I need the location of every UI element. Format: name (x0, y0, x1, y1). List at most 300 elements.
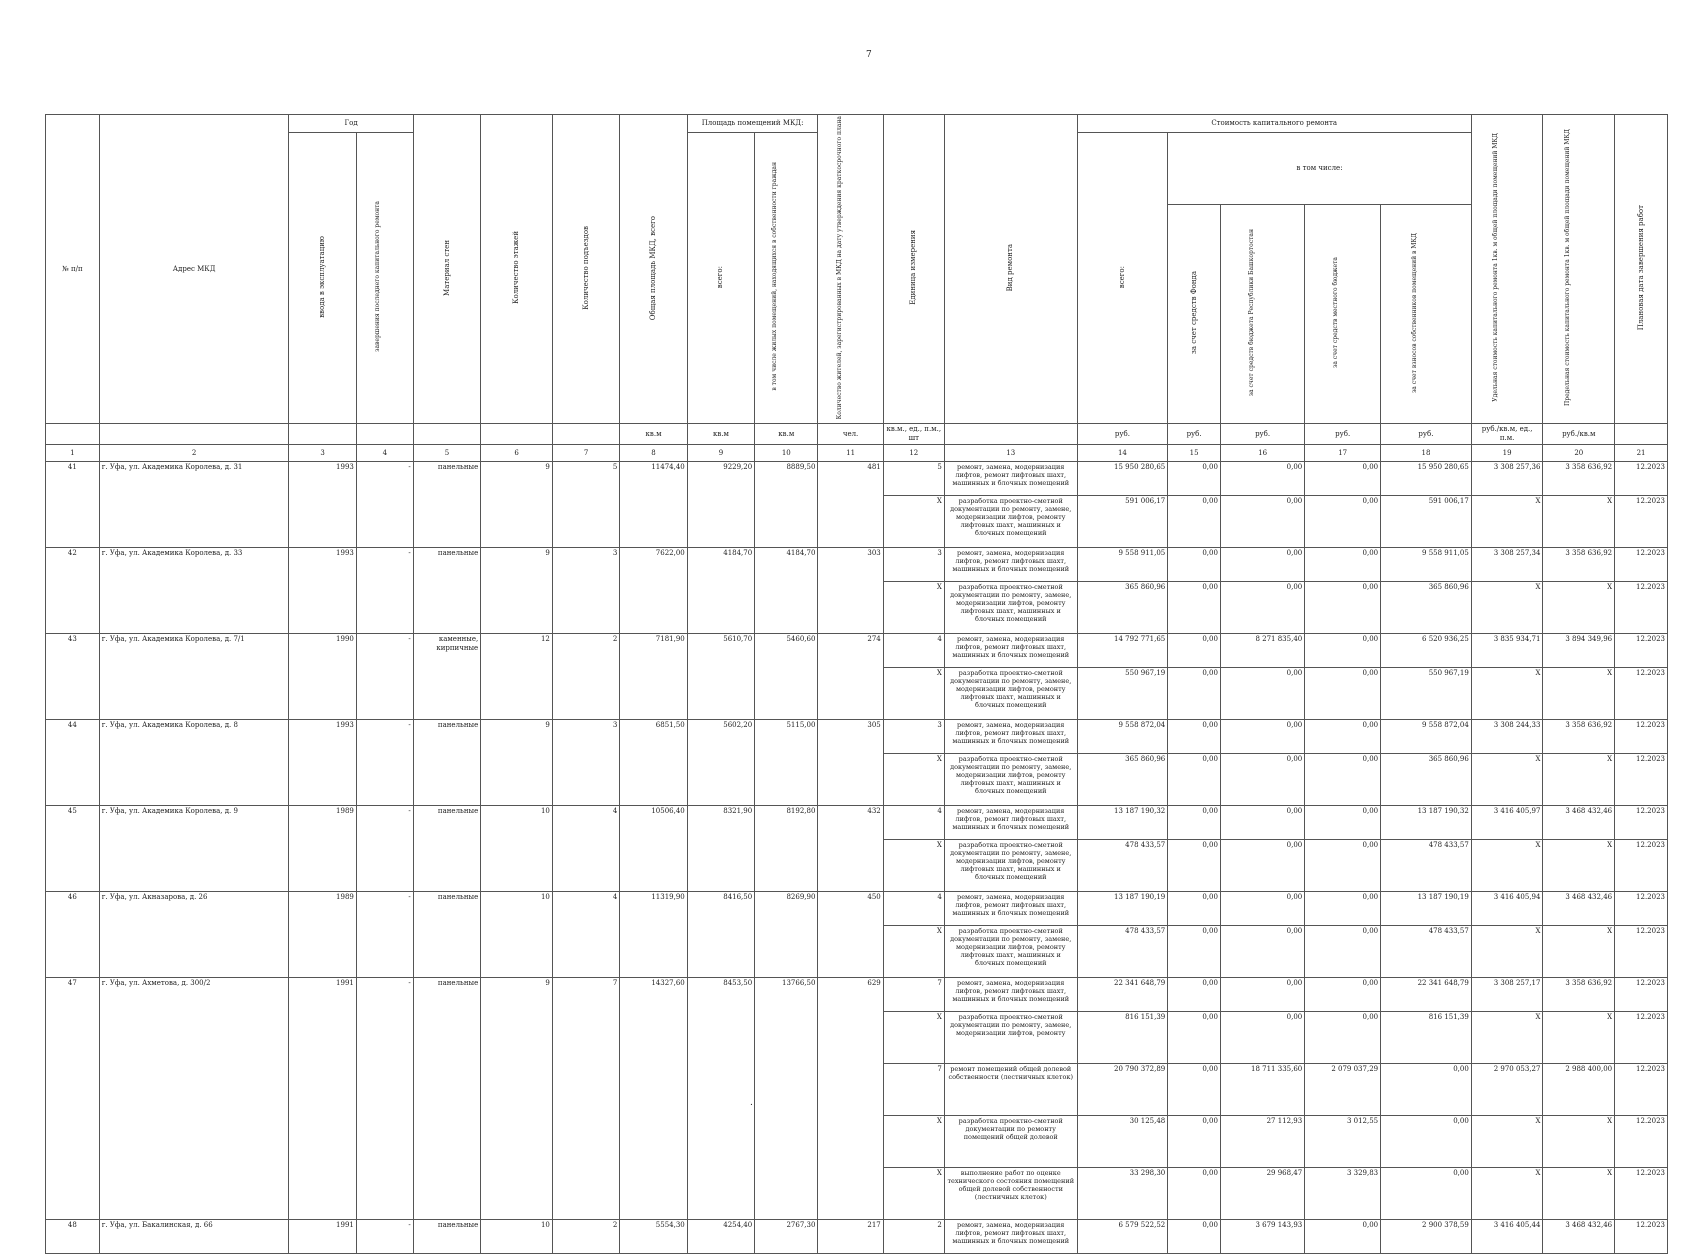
row-work-type: ремонт, замена, модернизация лифтов, ремонт лифтовых шахт, машинных и блочных помещений (944, 892, 1077, 926)
row-cost-local-budget: 0,00 (1305, 720, 1381, 754)
row-cost-rb-budget: 0,00 (1220, 462, 1304, 496)
row-cost-rb-budget: 29 968,47 (1220, 1168, 1304, 1220)
row-cost-rb-budget: 27 112,93 (1220, 1116, 1304, 1168)
row-cost-local-budget: 0,00 (1305, 634, 1381, 668)
row-year-in: 1989 (289, 892, 356, 978)
table-row (46, 548, 1668, 582)
row-unit: X (883, 496, 944, 548)
row-unit-cost: X (1471, 926, 1543, 978)
row-work-type: разработка проектно-сметной документации по ремонту, замене, модернизации лифтов, ремонту лифтовых шахт, машинных и блочных помещений (944, 582, 1077, 634)
row-cost-local-budget: 0,00 (1305, 1012, 1381, 1064)
row-floors: 9 (481, 548, 553, 634)
row-premises-total: 8321,90 (687, 806, 754, 892)
row-max-cost: X (1543, 926, 1615, 978)
row-cost-owners: 13 187 190,32 (1381, 806, 1472, 840)
row-work-type: ремонт, замена, модернизация лифтов, ремонт лифтовых шахт, машинных и блочных помещений (944, 462, 1077, 496)
row-cost-local-budget: 0,00 (1305, 582, 1381, 634)
row-residents: 432 (818, 806, 883, 892)
row-unit-cost: 3 416 405,94 (1471, 892, 1543, 926)
table-row (46, 720, 1668, 754)
row-deadline: 12.2023 (1615, 926, 1668, 978)
column-number: 14 (1077, 445, 1168, 462)
header-walls: Материал стен (413, 115, 480, 424)
row-premises-total: 4184,70 (687, 548, 754, 634)
column-number: 21 (1615, 445, 1668, 462)
row-cost-total: 478 433,57 (1077, 926, 1168, 978)
row-floors: 10 (481, 1220, 553, 1254)
header-num: № п/п (46, 115, 100, 424)
row-unit-cost: 3 308 244,33 (1471, 720, 1543, 754)
row-cost-local-budget: 0,00 (1305, 496, 1381, 548)
column-number: 4 (356, 445, 413, 462)
row-max-cost: X (1543, 1116, 1615, 1168)
row-work-type: разработка проектно-сметной документации по ремонту, замене, модернизации лифтов, ремонту лифтовых шахт, машинных и блочных помещений (944, 926, 1077, 978)
row-number: 41 (46, 462, 100, 548)
row-deadline: 12.2023 (1615, 1064, 1668, 1116)
row-unit: 7 (883, 1064, 944, 1116)
row-work-type: ремонт, замена, модернизация лифтов, ремонт лифтовых шахт, машинных и блочных помещений (944, 548, 1077, 582)
row-premises-total: 9229,20 (687, 462, 754, 548)
unit-cell: чел. (818, 424, 883, 445)
row-cost-total: 20 790 372,89 (1077, 1064, 1168, 1116)
column-number: 7 (552, 445, 619, 462)
unit-cell: руб. (1168, 424, 1221, 445)
row-deadline: 12.2023 (1615, 840, 1668, 892)
row-unit-cost: 3 416 405,44 (1471, 1220, 1543, 1254)
row-cost-fund: 0,00 (1168, 978, 1221, 1012)
row-address: г. Уфа, ул. Академика Королева, д. 31 (99, 462, 289, 548)
row-work-type: ремонт, замена, модернизация лифтов, ремонт лифтовых шахт, машинных и блочных помещений (944, 634, 1077, 668)
row-walls: панельные (413, 978, 480, 1220)
row-address: г. Уфа, ул. Академика Королева, д. 33 (99, 548, 289, 634)
header-rb-budget: за счет средств бюджета Республики Башкортостан (1220, 204, 1304, 423)
header-residents: Количество жителей, зарегистрированных в МКД на дату утверждения краткосрочного плана (818, 115, 883, 424)
row-address: г. Уфа, ул. Академика Королева, д. 9 (99, 806, 289, 892)
row-unit-cost: 3 308 257,36 (1471, 462, 1543, 496)
row-year-last: - (356, 892, 413, 978)
row-cost-fund: 0,00 (1168, 840, 1221, 892)
row-deadline: 12.2023 (1615, 892, 1668, 926)
row-deadline: 12.2023 (1615, 806, 1668, 840)
row-deadline: 12.2023 (1615, 462, 1668, 496)
column-number: 16 (1220, 445, 1304, 462)
row-floors: 12 (481, 634, 553, 720)
row-max-cost: X (1543, 840, 1615, 892)
header-premises-total: всего: (687, 133, 754, 424)
row-cost-fund: 0,00 (1168, 634, 1221, 668)
row-max-cost: 3 358 636,92 (1543, 548, 1615, 582)
row-cost-local-budget: 0,00 (1305, 840, 1381, 892)
row-unit: X (883, 1012, 944, 1064)
row-residents: 450 (818, 892, 883, 978)
header-floors: Количество этажей (481, 115, 553, 424)
row-residents: 303 (818, 548, 883, 634)
row-year-in: 1993 (289, 462, 356, 548)
row-year-last: - (356, 462, 413, 548)
row-cost-owners: 0,00 (1381, 1168, 1472, 1220)
row-work-type: ремонт, замена, модернизация лифтов, ремонт лифтовых шахт, машинных и блочных помещений (944, 1220, 1077, 1254)
row-year-last: - (356, 720, 413, 806)
row-deadline: 12.2023 (1615, 634, 1668, 668)
row-cost-owners: 0,00 (1381, 1116, 1472, 1168)
unit-cell: кв.м., ед., п.м., шт (883, 424, 944, 445)
row-walls: панельные (413, 1220, 480, 1254)
header-max-cost: Предельная стоимость капитального ремонта 1кв. м общей площади помещений МКД (1543, 115, 1615, 424)
row-unit-cost: 3 416 405,97 (1471, 806, 1543, 840)
row-cost-total: 478 433,57 (1077, 840, 1168, 892)
row-number: 48 (46, 1220, 100, 1254)
row-number: 47 (46, 978, 100, 1220)
row-cost-fund: 0,00 (1168, 926, 1221, 978)
row-unit-cost: X (1471, 1116, 1543, 1168)
column-number: 5 (413, 445, 480, 462)
header-fund: за счет средств Фонда (1168, 204, 1221, 423)
row-cost-local-budget: 0,00 (1305, 668, 1381, 720)
row-work-type: разработка проектно-сметной документации по ремонту, замене, модернизации лифтов, ремонту лифтовых шахт, машинных и блочных помещений (944, 668, 1077, 720)
row-unit-cost: 2 970 053,27 (1471, 1064, 1543, 1116)
row-deadline: 12.2023 (1615, 754, 1668, 806)
row-max-cost: 3 358 636,92 (1543, 978, 1615, 1012)
row-cost-total: 14 792 771,65 (1077, 634, 1168, 668)
row-max-cost: X (1543, 496, 1615, 548)
unit-cell: кв.м (755, 424, 818, 445)
row-year-last: - (356, 634, 413, 720)
row-cost-total: 33 298,30 (1077, 1168, 1168, 1220)
column-number: 6 (481, 445, 553, 462)
row-floors: 10 (481, 892, 553, 978)
row-year-in: 1991 (289, 1220, 356, 1254)
column-number: 19 (1471, 445, 1543, 462)
row-cost-fund: 0,00 (1168, 1064, 1221, 1116)
row-work-type: ремонт, замена, модернизация лифтов, ремонт лифтовых шахт, машинных и блочных помещений (944, 978, 1077, 1012)
row-cost-rb-budget: 18 711 335,60 (1220, 1064, 1304, 1116)
row-cost-total: 591 006,17 (1077, 496, 1168, 548)
column-number: 10 (755, 445, 818, 462)
row-cost-rb-budget: 0,00 (1220, 754, 1304, 806)
row-total-area: 7181,90 (620, 634, 687, 720)
row-cost-local-budget: 0,00 (1305, 462, 1381, 496)
row-floors: 9 (481, 720, 553, 806)
header-premises-area: Площадь помещений МКД: (687, 115, 818, 133)
row-cost-local-budget: 0,00 (1305, 806, 1381, 840)
row-cost-fund: 0,00 (1168, 1168, 1221, 1220)
row-residents: 217 (818, 1220, 883, 1254)
row-cost-fund: 0,00 (1168, 462, 1221, 496)
row-cost-fund: 0,00 (1168, 1220, 1221, 1254)
column-number: 20 (1543, 445, 1615, 462)
row-cost-fund: 0,00 (1168, 754, 1221, 806)
row-max-cost: 3 468 432,46 (1543, 806, 1615, 840)
column-number: 9 (687, 445, 754, 462)
row-residents: 305 (818, 720, 883, 806)
row-premises-total: 8416,50 (687, 892, 754, 978)
table-row (46, 462, 1668, 496)
row-walls: панельные (413, 548, 480, 634)
row-cost-local-budget: 0,00 (1305, 978, 1381, 1012)
row-cost-total: 13 187 190,19 (1077, 892, 1168, 926)
row-cost-owners: 22 341 648,79 (1381, 978, 1472, 1012)
row-cost-rb-budget: 0,00 (1220, 840, 1304, 892)
row-cost-local-budget: 0,00 (1305, 1220, 1381, 1254)
row-year-last: - (356, 806, 413, 892)
column-number: 17 (1305, 445, 1381, 462)
row-unit-cost: 3 308 257,17 (1471, 978, 1543, 1012)
header-incl: в том числе: (1168, 133, 1472, 205)
row-cost-total: 365 860,96 (1077, 582, 1168, 634)
row-work-type: ремонт помещений общей долевой собственности (лестничных клеток) (944, 1064, 1077, 1116)
row-total-area: 5554,30 (620, 1220, 687, 1254)
unit-cell: руб./кв.м (1543, 424, 1615, 445)
row-unit: X (883, 668, 944, 720)
row-cost-local-budget: 0,00 (1305, 892, 1381, 926)
row-walls: панельные (413, 892, 480, 978)
row-cost-total: 9 558 911,05 (1077, 548, 1168, 582)
header-entrances: Количество подъездов (552, 115, 619, 424)
row-cost-owners: 13 187 190,19 (1381, 892, 1472, 926)
row-entrances: 4 (552, 806, 619, 892)
column-number: 8 (620, 445, 687, 462)
row-max-cost: 3 468 432,46 (1543, 1220, 1615, 1254)
row-unit-cost: X (1471, 1168, 1543, 1220)
row-cost-total: 13 187 190,32 (1077, 806, 1168, 840)
row-cost-local-budget: 0,00 (1305, 548, 1381, 582)
row-cost-fund: 0,00 (1168, 582, 1221, 634)
row-cost-rb-budget: 3 679 143,93 (1220, 1220, 1304, 1254)
row-deadline: 12.2023 (1615, 1012, 1668, 1064)
row-cost-rb-budget: 0,00 (1220, 892, 1304, 926)
row-max-cost: X (1543, 668, 1615, 720)
row-unit: X (883, 840, 944, 892)
row-work-type: ремонт, замена, модернизация лифтов, ремонт лифтовых шахт, машинных и блочных помещений (944, 720, 1077, 754)
header-total-area: Общая площадь МКД, всего (620, 115, 687, 424)
row-deadline: 12.2023 (1615, 720, 1668, 754)
row-unit-cost: 3 835 934,71 (1471, 634, 1543, 668)
row-entrances: 2 (552, 1220, 619, 1254)
header-owners: за счет взносов собственников помещений в МКД (1381, 204, 1472, 423)
row-cost-owners: 15 950 280,65 (1381, 462, 1472, 496)
row-premises-total: 4254,40 (687, 1220, 754, 1254)
row-cost-rb-budget: 0,00 (1220, 496, 1304, 548)
row-year-last: - (356, 1220, 413, 1254)
row-cost-fund: 0,00 (1168, 1116, 1221, 1168)
row-number: 43 (46, 634, 100, 720)
row-cost-owners: 9 558 872,04 (1381, 720, 1472, 754)
row-total-area: 11319,90 (620, 892, 687, 978)
row-cost-owners: 2 900 378,59 (1381, 1220, 1472, 1254)
row-cost-fund: 0,00 (1168, 1012, 1221, 1064)
table-row (46, 892, 1668, 926)
row-unit: X (883, 754, 944, 806)
row-max-cost: 3 358 636,92 (1543, 462, 1615, 496)
row-cost-total: 365 860,96 (1077, 754, 1168, 806)
row-cost-rb-budget: 0,00 (1220, 548, 1304, 582)
row-deadline: 12.2023 (1615, 1168, 1668, 1220)
row-max-cost: 3 358 636,92 (1543, 720, 1615, 754)
row-unit: 3 (883, 548, 944, 582)
row-entrances: 3 (552, 720, 619, 806)
unit-cell: руб. (1077, 424, 1168, 445)
header-deadline: Плановая дата завершения работ (1615, 115, 1668, 424)
row-cost-owners: 0,00 (1381, 1064, 1472, 1116)
column-number: 11 (818, 445, 883, 462)
row-unit-cost: X (1471, 840, 1543, 892)
unit-cell: руб. (1305, 424, 1381, 445)
row-total-area: 7622,00 (620, 548, 687, 634)
row-cost-fund: 0,00 (1168, 496, 1221, 548)
table-row (46, 806, 1668, 840)
row-unit-cost: 3 308 257,34 (1471, 548, 1543, 582)
row-year-in: 1993 (289, 720, 356, 806)
row-entrances: 3 (552, 548, 619, 634)
page-mark-top: 7 (866, 50, 872, 60)
row-cost-local-budget: 0,00 (1305, 926, 1381, 978)
row-total-area: 10506,40 (620, 806, 687, 892)
column-number: 18 (1381, 445, 1472, 462)
row-deadline: 12.2023 (1615, 1116, 1668, 1168)
row-cost-rb-budget: 0,00 (1220, 582, 1304, 634)
row-premises-incl: 5115,00 (755, 720, 818, 806)
row-residents: 481 (818, 462, 883, 548)
row-cost-local-budget: 3 012,55 (1305, 1116, 1381, 1168)
header-premises-incl: в том числе жилых помещений, находящихся в собственности граждан (755, 133, 818, 424)
row-entrances: 4 (552, 892, 619, 978)
row-unit: 5 (883, 462, 944, 496)
row-unit-cost: X (1471, 582, 1543, 634)
row-unit: X (883, 1116, 944, 1168)
row-work-type: выполнение работ по оценке технического состояния помещений общей долевой собственности (лестничных клеток) (944, 1168, 1077, 1220)
row-unit-cost: X (1471, 754, 1543, 806)
row-cost-rb-budget: 0,00 (1220, 978, 1304, 1012)
unit-cell: руб. (1381, 424, 1472, 445)
table-row (46, 1220, 1668, 1254)
row-total-area: 6851,50 (620, 720, 687, 806)
row-unit-cost: X (1471, 1012, 1543, 1064)
row-max-cost: X (1543, 582, 1615, 634)
row-unit: 4 (883, 806, 944, 840)
row-unit: 4 (883, 892, 944, 926)
row-unit: 7 (883, 978, 944, 1012)
row-premises-incl: 8269,90 (755, 892, 818, 978)
row-number: 44 (46, 720, 100, 806)
row-deadline: 12.2023 (1615, 978, 1668, 1012)
column-number: 3 (289, 445, 356, 462)
row-walls: панельные (413, 806, 480, 892)
row-premises-incl: 13766,50 (755, 978, 818, 1220)
row-address: г. Уфа, ул. Академика Королева, д. 7/1 (99, 634, 289, 720)
unit-cell: руб./кв.м, ед., п.м. (1471, 424, 1543, 445)
row-unit: 4 (883, 634, 944, 668)
row-cost-owners: 478 433,57 (1381, 926, 1472, 978)
row-cost-fund: 0,00 (1168, 892, 1221, 926)
row-year-in: 1993 (289, 548, 356, 634)
row-entrances: 2 (552, 634, 619, 720)
header-cost: Стоимость капитального ремонта (1077, 115, 1471, 133)
row-cost-owners: 365 860,96 (1381, 754, 1472, 806)
header-year-in: ввода в эксплуатацию (289, 133, 356, 424)
row-year-last: - (356, 548, 413, 634)
unit-cell: руб. (1220, 424, 1304, 445)
row-premises-total: 5602,20 (687, 720, 754, 806)
row-cost-rb-budget: 0,00 (1220, 1012, 1304, 1064)
row-premises-incl: 2767,30 (755, 1220, 818, 1254)
row-number: 42 (46, 548, 100, 634)
row-floors: 9 (481, 978, 553, 1220)
row-unit: 3 (883, 720, 944, 754)
row-deadline: 12.2023 (1615, 1220, 1668, 1254)
row-premises-incl: 8192,80 (755, 806, 818, 892)
row-walls: панельные (413, 720, 480, 806)
row-cost-fund: 0,00 (1168, 806, 1221, 840)
row-cost-local-budget: 2 079 037,29 (1305, 1064, 1381, 1116)
table-row (46, 634, 1668, 668)
row-cost-owners: 816 151,39 (1381, 1012, 1472, 1064)
header-cost-total: всего: (1077, 133, 1168, 424)
row-cost-rb-budget: 8 271 835,40 (1220, 634, 1304, 668)
header-year-last: завершения последнего капитального ремонта (356, 133, 413, 424)
row-work-type: разработка проектно-сметной документации по ремонту помещений общей долевой (944, 1116, 1077, 1168)
row-max-cost: 3 468 432,46 (1543, 892, 1615, 926)
row-entrances: 7 (552, 978, 619, 1220)
row-cost-fund: 0,00 (1168, 548, 1221, 582)
row-year-in: 1991 (289, 978, 356, 1220)
row-work-type: разработка проектно-сметной документации по ремонту, замене, модернизации лифтов, ремонту лифтовых шахт, машинных и блочных помещений (944, 840, 1077, 892)
row-unit-cost: X (1471, 496, 1543, 548)
row-max-cost: X (1543, 1012, 1615, 1064)
row-number: 46 (46, 892, 100, 978)
row-cost-total: 816 151,39 (1077, 1012, 1168, 1064)
row-work-type: разработка проектно-сметной документации по ремонту, замене, модернизации лифтов, ремонту лифтовых шахт, машинных и блочных помещений (944, 496, 1077, 548)
unit-cell: кв.м (687, 424, 754, 445)
row-cost-total: 550 967,19 (1077, 668, 1168, 720)
row-cost-total: 9 558 872,04 (1077, 720, 1168, 754)
row-year-in: 1989 (289, 806, 356, 892)
row-deadline: 12.2023 (1615, 668, 1668, 720)
row-cost-owners: 550 967,19 (1381, 668, 1472, 720)
row-year-last: - (356, 978, 413, 1220)
row-cost-total: 15 950 280,65 (1077, 462, 1168, 496)
row-cost-rb-budget: 0,00 (1220, 668, 1304, 720)
row-address: г. Уфа, ул. Акназарова, д. 26 (99, 892, 289, 978)
row-work-type: разработка проектно-сметной документации по ремонту, замене, модернизации лифтов, ремонту лифтовых шахт, машинных и блочных помещений (944, 754, 1077, 806)
row-cost-owners: 365 860,96 (1381, 582, 1472, 634)
row-premises-total: 8453,50 (687, 978, 754, 1220)
row-unit: X (883, 1168, 944, 1220)
row-entrances: 5 (552, 462, 619, 548)
row-total-area: 11474,40 (620, 462, 687, 548)
row-work-type: ремонт, замена, модернизация лифтов, ремонт лифтовых шахт, машинных и блочных помещений (944, 806, 1077, 840)
column-number: 15 (1168, 445, 1221, 462)
row-cost-local-budget: 0,00 (1305, 754, 1381, 806)
row-cost-local-budget: 3 329,83 (1305, 1168, 1381, 1220)
row-floors: 9 (481, 462, 553, 548)
header-unit-cost: Удельная стоимость капитального ремонта 1кв. м общей площади помещений МКД (1471, 115, 1543, 424)
row-max-cost: 3 894 349,96 (1543, 634, 1615, 668)
row-cost-total: 30 125,48 (1077, 1116, 1168, 1168)
table-row (46, 978, 1668, 1012)
row-walls: панельные (413, 462, 480, 548)
header-unit: Единица измерения (883, 115, 944, 424)
header-address: Адрес МКД (99, 115, 289, 424)
row-walls: каменные, кирпичные (413, 634, 480, 720)
row-residents: 274 (818, 634, 883, 720)
capital-repair-table (45, 114, 1668, 1254)
row-cost-owners: 6 520 936,25 (1381, 634, 1472, 668)
row-max-cost: X (1543, 1168, 1615, 1220)
row-max-cost: X (1543, 754, 1615, 806)
row-cost-owners: 9 558 911,05 (1381, 548, 1472, 582)
row-total-area: 14327,60 (620, 978, 687, 1220)
row-unit: 2 (883, 1220, 944, 1254)
